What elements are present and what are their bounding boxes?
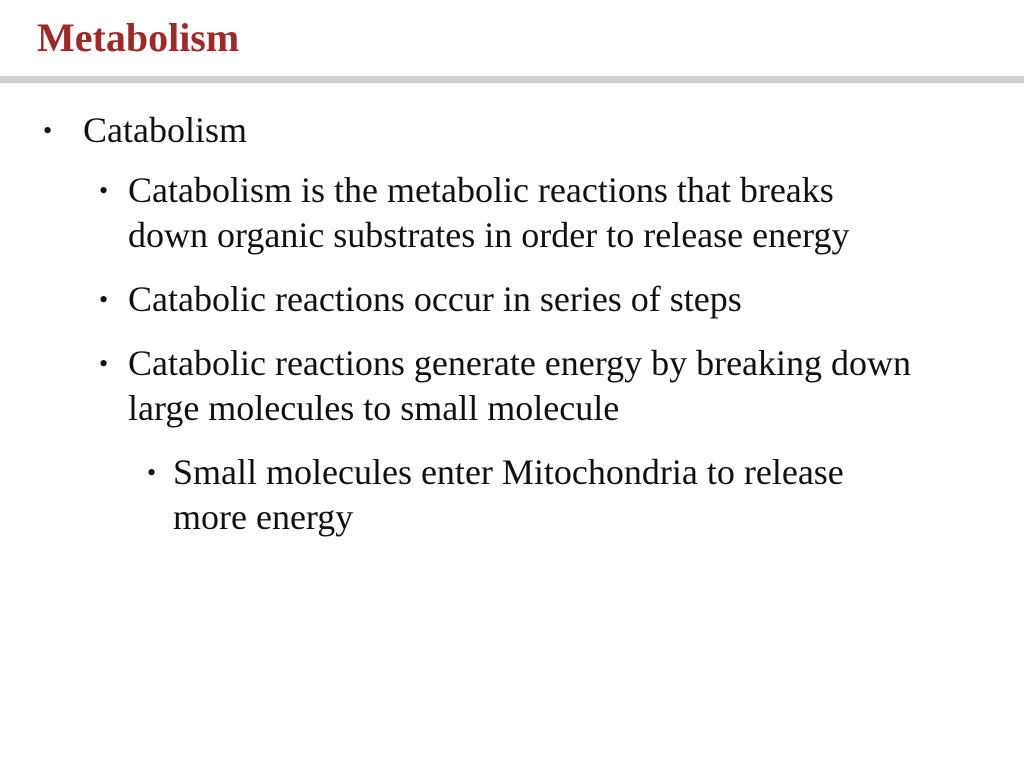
bullet-text: Catabolism is the metabolic reactions that breaks down organic substrates in order to release energy	[128, 170, 850, 255]
bullet-dot-icon: •	[99, 349, 109, 378]
bullet-dot-icon: •	[147, 458, 157, 487]
bullet-text: Catabolic reactions occur in series of steps	[128, 279, 742, 319]
bullet-text: Catabolic reactions generate energy by breaking down large molecules to small molecule	[128, 343, 912, 428]
bullet-level-2	[0, 277, 918, 322]
bullet-level-2	[0, 168, 918, 258]
bullet-dot-icon: •	[43, 116, 53, 145]
bullet-dot-icon: •	[99, 176, 109, 205]
bullet-level-2	[0, 341, 918, 431]
slide-title: Metabolism	[37, 15, 240, 60]
bullet-level-1	[0, 108, 1024, 153]
slide-body	[0, 108, 1024, 540]
bullet-dot-icon: •	[99, 285, 109, 314]
bullet-level-3	[0, 450, 918, 540]
title-divider	[0, 76, 1024, 83]
bullet-text: Catabolism	[83, 110, 247, 150]
bullet-text: Small molecules enter Mitochondria to release more energy	[173, 452, 844, 537]
